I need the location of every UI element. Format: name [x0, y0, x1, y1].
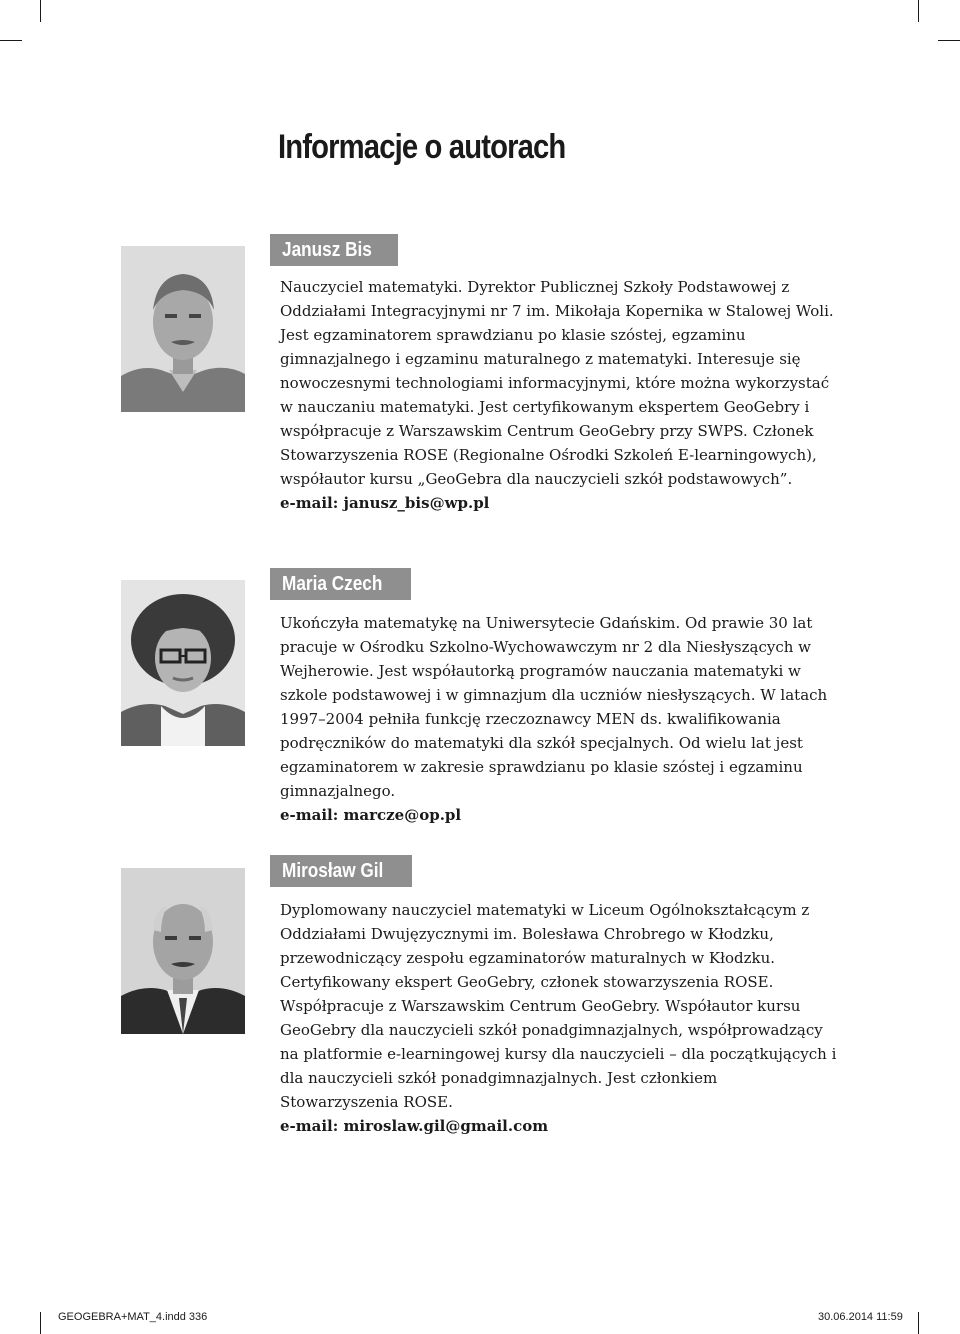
author-bio-text: Nauczyciel matematyki. Dyrektor Publicznej Szkoły Podstawowej z Oddziałami Integracyjnymi nr 7 im. Mikołaja Kopernika w Stalowej Woli. Jest egzaminatorem sprawdzianu po klasie szóstej, egzaminu gimnazjalnego i egzaminu maturalnego z matematyki. Interesuje się nowoczesnymi technologiami informacyjnymi, które można wykorzystać w nauczaniu matematyki. Jest certyfikowanym ekspertem GeoGebry i współpracuje z Warszawskim Centrum GeoGebry przy SWPS. Członek Stowarzyszenia ROSE (Regionalne Ośrodki Szkoleń E-learningowych), współautor kursu „GeoGebra dla nauczycieli szkół podstawowych”.	[280, 278, 834, 488]
crop-mark	[0, 40, 22, 41]
author-photo	[121, 246, 245, 412]
author-bio	[280, 611, 840, 827]
author-name: Maria Czech	[282, 573, 383, 595]
footer-file: GEOGEBRA+MAT_4.indd 336	[58, 1311, 208, 1323]
author-name-badge	[270, 568, 411, 600]
author-name-badge	[270, 855, 412, 887]
crop-mark	[40, 0, 41, 22]
author-email[interactable]: e-mail: miroslaw.gil@gmail.com	[280, 1117, 549, 1135]
author-email[interactable]: e-mail: marcze@op.pl	[280, 806, 462, 824]
author-name: Mirosław Gil	[282, 860, 384, 882]
crop-mark	[918, 1312, 919, 1334]
author-name: Janusz Bis	[282, 239, 372, 261]
author-photo	[121, 868, 245, 1034]
footer-datetime: 30.06.2014 11:59	[818, 1311, 903, 1323]
crop-mark	[938, 40, 960, 41]
author-name-badge	[270, 234, 398, 266]
crop-mark	[40, 1312, 41, 1334]
author-email[interactable]: e-mail: janusz_bis@wp.pl	[280, 494, 490, 512]
author-bio-text: Ukończyła matematykę na Uniwersytecie Gdańskim. Od prawie 30 lat pracuje w Ośrodku Szkolno-Wychowawczym nr 2 dla Niesłyszących w Wejherowie. Jest współautorką programów nauczania matematyki w szkole podstawowej i w gimnazjum dla uczniów niesłyszących. W latach 1997–2004 pełniła funkcję rzeczoznawcy MEN ds. kwalifikowania podręczników do matematyki dla szkół specjalnych. Od wielu lat jest egzaminatorem w zakresie sprawdzianu po klasie szóstej i egzaminu gimnazjalnego.	[280, 614, 828, 800]
author-photo	[121, 580, 245, 746]
page-title: Informacje o autorach	[278, 128, 566, 166]
author-bio	[280, 898, 840, 1138]
author-bio-text: Dyplomowany nauczyciel matematyki w Liceum Ogólnokształcącym z Oddziałami Dwujęzycznymi im. Bolesława Chrobrego w Kłodzku, przewodniczący zespołu egzaminatorów maturalnych w Kłodzku. Certyfikowany ekspert GeoGebry, członek stowarzyszenia ROSE. Współpracuje z Warszawskim Centrum GeoGebry. Współautor kursu GeoGebry dla nauczycieli szkół ponadgimnazjalnych, współprowadzący na platformie e-learningowej kursy dla nauczycieli – dla początkujących i dla nauczycieli szkół ponadgimnazjalnych. Jest członkiem Stowarzyszenia ROSE.	[280, 901, 837, 1111]
author-bio	[280, 275, 840, 515]
crop-mark	[918, 0, 919, 22]
